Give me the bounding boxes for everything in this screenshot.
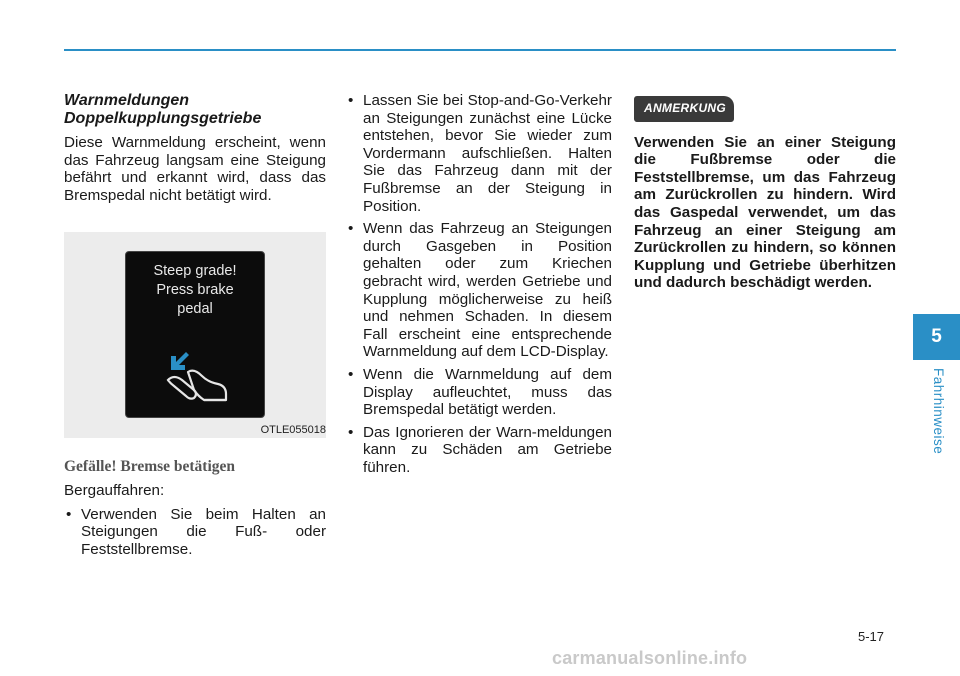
brake-pedal-icon <box>164 350 230 408</box>
column-left-lower <box>64 482 326 563</box>
note-badge: ANMERKUNG <box>634 96 734 122</box>
display-message <box>126 262 264 319</box>
uphill-label: Bergauffahren: <box>64 482 165 499</box>
column-right <box>634 96 896 292</box>
list-item: • Das Ignorieren der Warn-meldungen kann zu Schäden am Getriebe führen. <box>346 424 612 477</box>
display-line-2: Press brake <box>156 282 234 298</box>
figure-warning-display <box>64 232 326 438</box>
list-item: • Verwenden Sie beim Halten an Steigungen die Fuß- oder Feststellbremse. <box>64 506 326 559</box>
lcd-display <box>125 251 265 418</box>
list-item: • Wenn die Warnmeldung auf dem Display aufleuchtet, muss das Bremspedal betätigt werden. <box>346 366 612 419</box>
display-line-3: pedal <box>177 301 213 317</box>
list-item: • Lassen Sie bei Stop-and-Go-Verkehr an Steigungen zunächst eine Lücke entstehen, bevor Sie wieder zum Vordermann aufschließen. Halten Sie das Fahrzeug dann mit der Fußbremse an der Steigung in Position. <box>346 92 612 215</box>
note-text: Verwenden Sie an einer Steigung die Fußbremse oder die Feststellbremse, um das Fahrzeug am Zurückrollen zu hindern. Wird das Gaspedal verwendet, um das Fahrzeug an einer Steigung am Zurückrollen zu hindern, so können Kupplung und Getriebe überhitzen und dadurch beschädigt werden. <box>634 133 896 292</box>
display-line-1: Steep grade! <box>153 263 237 279</box>
top-rule <box>64 49 896 51</box>
intro-text: Diese Warnmeldung erscheint, wenn das Fahrzeug langsam eine Steigung befährt und erkannt wird, dass das Bremspedal nicht betätigt wird. <box>64 134 326 204</box>
sub-heading: Gefälle! Bremse betätigen <box>64 458 236 475</box>
column-middle <box>346 92 612 481</box>
chapter-title: Fahrhinweise <box>931 368 946 455</box>
bullet-list-left <box>64 506 326 559</box>
section-heading: Warnmeldungen Doppelkupplungsgetriebe <box>64 92 262 127</box>
chapter-number-tab: 5 <box>913 314 960 360</box>
page-number: 5-17 <box>858 629 885 644</box>
column-left <box>64 92 326 204</box>
bullet-list-middle <box>346 92 612 476</box>
list-item: • Wenn das Fahrzeug an Steigungen durch Gasgeben in Position gehalten oder zum Kriechen gebracht wird, werden Getriebe und Kupplung möglicherweise zu heiß und nehmen Schaden. In diesem Fall erscheint eine entsprechende Warnmeldung auf dem LCD-Display. <box>346 220 612 361</box>
figure-code: OTLE055018 <box>260 424 326 436</box>
watermark: carmanualsonline.info <box>552 648 748 668</box>
